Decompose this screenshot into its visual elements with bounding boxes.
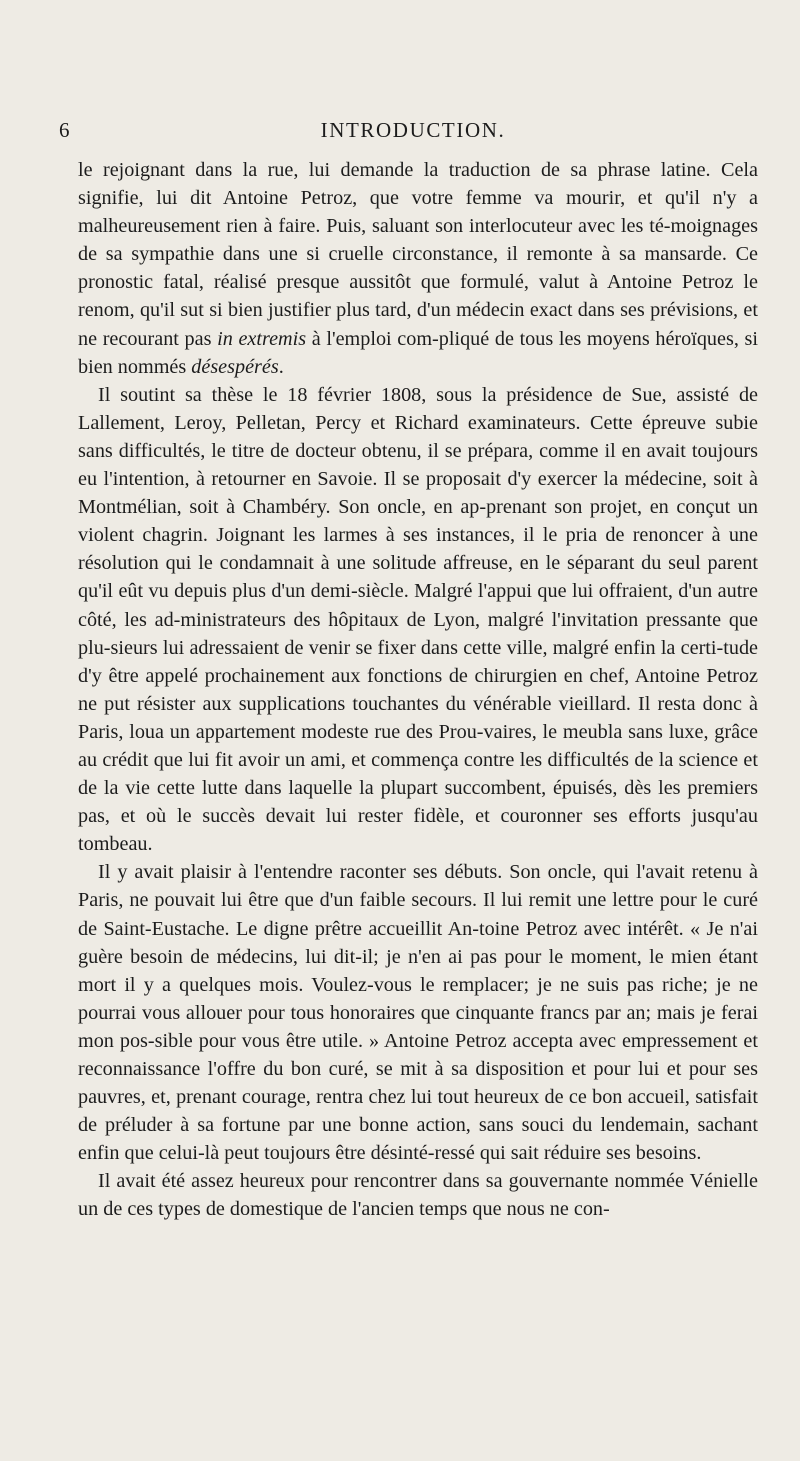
paragraph-4: Il avait été assez heureux pour rencontrer dans sa gouvernante nommée Vénielle un de ces types de domestique de l'ancien temps que nous ne con- bbox=[78, 1170, 758, 1221]
paragraph-2: Il soutint sa thèse le 18 février 1808, sous la présidence de Sue, assisté de Lallement, Leroy, Pelletan, Percy et Richard examinateurs. Cette épreuve subie sans difficultés, le titre de docteur obtenu, il se prépara, comme il en avait toujours eu l'intention, à retourner en Savoie. Il se proposait d'y exercer la médecine, soit à Montmélian, soit à Chambéry. Son oncle, en ap-prenant son projet, en conçut un violent chagrin. Joignant les larmes à ses instances, il le pria de renoncer à une résolution qui le condamnait à une solitude affreuse, en le séparant du seul parent qu'il eût vu depuis plus d'un demi-siècle. Malgré l'appui que lui offraient, d'un autre côté, les ad-ministrateurs des hôpitaux de Lyon, malgré l'invitation pressante que plu-sieurs lui adressaient de venir se fixer dans cette ville, malgré enfin la certi-tude d'y être appelé prochainement aux fonctions de chirurgien en chef, Antoine Petroz ne put résister aux supplications touchantes du vénérable vieillard. Il resta donc à Paris, loua un appartement modeste rue des Prou-vaires, le meubla sans luxe, grâce au crédit que lui fit avoir un ami, et commença contre les difficultés de la science et de la vie cette lutte dans laquelle la plupart succombent, épuisés, dès les premiers pas, et où le succès devait lui rester fidèle, et couronner ses efforts jusqu'au tombeau. bbox=[78, 383, 758, 856]
book-page bbox=[0, 118, 800, 1461]
page-number: 6 bbox=[59, 118, 71, 142]
paragraph-3: Il y avait plaisir à l'entendre raconter ses débuts. Son oncle, qui l'avait retenu à Paris, ne pouvait lui être que d'un faible secours. Il lui remit une lettre pour le curé de Saint-Eustache. Le digne prêtre accueillit An-toine Petroz avec intérêt. « Je n'ai guère besoin de médecins, lui dit-il; je n'en ai pas pour le moment, le mien étant mort il y a quelques mois. Voulez-vous le remplacer; je ne suis pas riche; je ne pourrai vous allouer pour tous honoraires que cinquante francs par an; mais je ferai mon pos-sible pour vous être utile. » Antoine Petroz accepta avec empressement et reconnaissance l'offre du bon curé, se mit à sa disposition et pour lui et pour ses pauvres, et, prenant courage, rentra chez lui tout heureux de ce bon accueil, satisfait de préluder à sa fortune par une bonne action, sans souci du lendemain, sachant enfin que celui-là peut toujours être désinté-ressé qui sait réduire ses besoins. bbox=[78, 861, 758, 1165]
running-title: INTRODUCTION. bbox=[320, 118, 506, 142]
paragraph-1-text-c: . bbox=[278, 355, 284, 378]
latin-phrase-in-extremis: in extremis bbox=[217, 327, 307, 350]
body-text bbox=[78, 156, 758, 1224]
paragraph-1-text-b: à l'emploi com-pliqué de tous les moyens héroïques, si bien nommés bbox=[78, 327, 758, 378]
paragraph-1-text-a: le rejoignant dans la rue, lui demande la traduction de sa phrase latine. Cela signifie, lui dit Antoine Petroz, que votre femme va mourir, et qu'il n'y a malheureusement rien à faire. Puis, saluant son interlocuteur avec les té-moignages de sa sympathie dans une si cruelle circonstance, il remonte à sa mansarde. Ce pronostic fatal, réalisé presque aussitôt que formulé, valut à Antoine Petroz le renom, qu'il sut si bien justifier plus tard, d'un médecin exact dans ses prévisions, et ne recourant pas bbox=[78, 159, 758, 350]
italic-word-desesperes: désespérés bbox=[191, 355, 279, 378]
paragraph-1 bbox=[78, 156, 758, 381]
running-head bbox=[59, 118, 758, 146]
